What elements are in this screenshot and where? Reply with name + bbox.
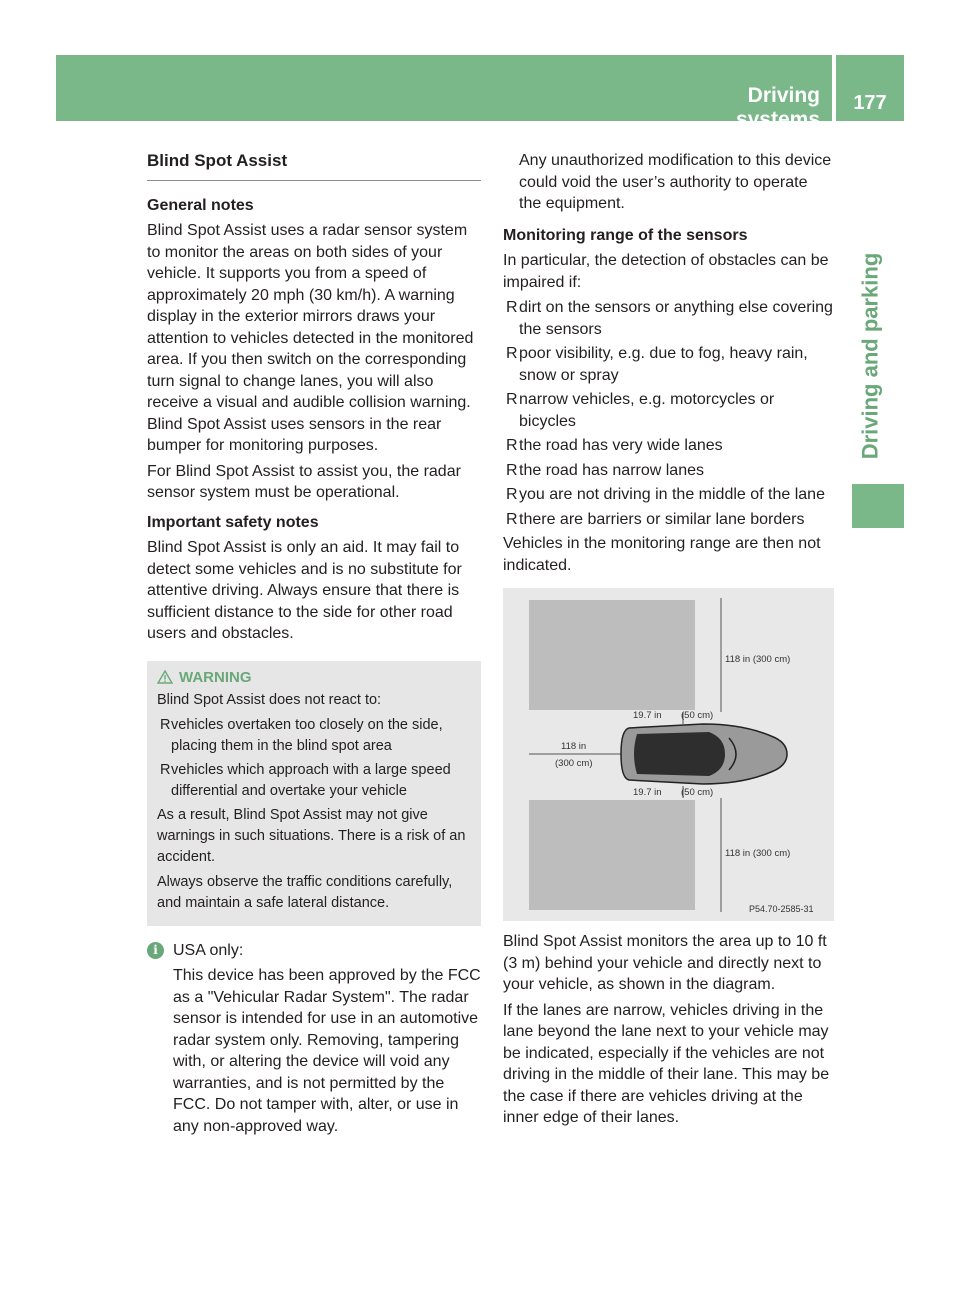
left-column — [147, 150, 481, 1141]
title-divider — [147, 180, 481, 181]
side-tab-label: Driving and parking — [857, 252, 882, 460]
warning-list-item: R vehicles which approach with a large speed differential and overtake your vehicle — [160, 761, 451, 799]
bullet-glyph: R — [160, 761, 171, 778]
monitoring-after: Vehicles in the monitoring range are then not indicated. — [503, 535, 821, 574]
warning-box — [147, 661, 481, 926]
monitoring-range-diagram — [503, 588, 834, 921]
top-zone — [529, 600, 695, 710]
right-column — [503, 150, 834, 1133]
list-item: R the road has very wide lanes — [503, 435, 834, 457]
bullet-glyph: R — [160, 716, 171, 733]
bullet-glyph: R — [506, 486, 518, 503]
safety-notes-paragraph: Blind Spot Assist is only an aid. It may fail to detect some vehicles and is no substitute for attentive driving. Always ensure that there is sufficient distance to the side for other road users and obstacles. — [147, 539, 462, 642]
monitoring-intro: In particular, the detection of obstacles can be impaired if: — [503, 252, 829, 291]
bullet-glyph: R — [506, 461, 518, 479]
info-label: USA only: — [173, 941, 244, 959]
list-item: R narrow vehicles, e.g. motorcycles or bicycles — [506, 391, 775, 430]
bottom-zone-label: 118 in (300 cm) — [725, 848, 791, 859]
gap-bottom-cm-label: (50 cm) — [681, 787, 714, 798]
list-item: R poor visibility, e.g. due to fog, heavy rain, snow or spray — [506, 345, 808, 384]
side-tab-block — [852, 484, 904, 528]
diagram-caption-paragraph: Blind Spot Assist monitors the area up to 10 ft (3 m) behind your vehicle and directly next to your vehicle, as shown in the diagram. — [503, 933, 827, 993]
header-section-title: Driving systems — [735, 84, 820, 131]
top-zone-label: 118 in (300 cm) — [725, 654, 791, 665]
bottom-zone — [529, 800, 695, 910]
list-item: R dirt on the sensors or anything else covering the sensors — [506, 299, 833, 338]
rear-range-label: 118 in — [561, 741, 587, 752]
narrow-lanes-paragraph: If the lanes are narrow, vehicles driving in the lane beyond the lane next to your vehicle may be indicated, especially if the vehicles are not driving in the middle of their lane. This may be the case if there are vehicles driving at the inner edge of their lanes. — [503, 1001, 830, 1126]
info-text: This device has been approved by the FCC as a "Vehicular Radar System". The radar sensor is intended for use in an automotive radar system only. Removing, tampering with, or altering the device will void any warranties, and is not permitted by the FCC. Do not tamper with, alter, or use in any non-approved way. — [173, 967, 481, 1135]
warning-list-item: R vehicles overtaken too closely on the side, placing them in the blind spot area — [160, 716, 443, 754]
figure-code: P54.70-2585-31 — [749, 904, 814, 914]
warning-paragraph-2: Always observe the traffic conditions carefully, and maintain a safe lateral distance. — [157, 873, 453, 911]
info-continuation: Any unauthorized modification to this device could void the user’s authority to operate the equipment. — [519, 152, 832, 212]
warning-label: WARNING — [179, 668, 252, 686]
warning-header — [157, 667, 473, 688]
safety-notes-heading: Important safety notes — [147, 513, 319, 531]
warning-triangle-icon — [157, 670, 173, 684]
gap-top-label: 19.7 in — [633, 710, 662, 721]
gap-top-cm-label: (50 cm) — [681, 710, 714, 721]
warning-paragraph: As a result, Blind Spot Assist may not give warnings in such situations. There is a risk of an accident. — [157, 806, 466, 865]
warning-intro: Blind Spot Assist does not react to: — [157, 691, 382, 708]
rear-range-cm-label: (300 cm) — [555, 758, 593, 769]
monitoring-heading: Monitoring range of the sensors — [503, 226, 748, 244]
list-item: R there are barriers or similar lane borders — [503, 509, 834, 531]
bullet-glyph: R — [506, 345, 518, 362]
section-title: Blind Spot Assist — [147, 151, 288, 170]
page-number: 177 — [836, 55, 904, 121]
list-item: R you are not driving in the middle of the lane — [503, 484, 834, 506]
bullet-glyph: R — [506, 510, 518, 528]
general-notes-paragraph-2: For Blind Spot Assist to assist you, the radar sensor system must be operational. — [147, 462, 461, 501]
side-tab — [842, 236, 898, 476]
list-item: R the road has narrow lanes — [503, 460, 834, 482]
gap-bottom-label: 19.7 in — [633, 787, 662, 798]
general-notes-heading: General notes — [147, 196, 254, 214]
car-icon — [621, 724, 787, 784]
bullet-glyph: R — [506, 391, 518, 408]
bullet-glyph: R — [506, 299, 518, 316]
general-notes-paragraph: Blind Spot Assist uses a radar sensor system to monitor the areas on both sides of your vehicle. It supports you from a speed of approximately 20 mph (30 km/h). A warning display in the exterior mirrors draws your attention to vehicles detected in the monitored area. If you then switch on the corresponding turn signal to change lanes, you will also receive a visual and audible collision warning. Blind Spot Assist uses sensors in the rear bumper for monitoring purposes. — [147, 222, 474, 454]
info-note — [147, 940, 481, 1138]
bullet-glyph: R — [506, 437, 518, 454]
info-icon: i — [147, 942, 164, 959]
warning-list — [157, 715, 473, 802]
impairment-list — [503, 297, 834, 530]
